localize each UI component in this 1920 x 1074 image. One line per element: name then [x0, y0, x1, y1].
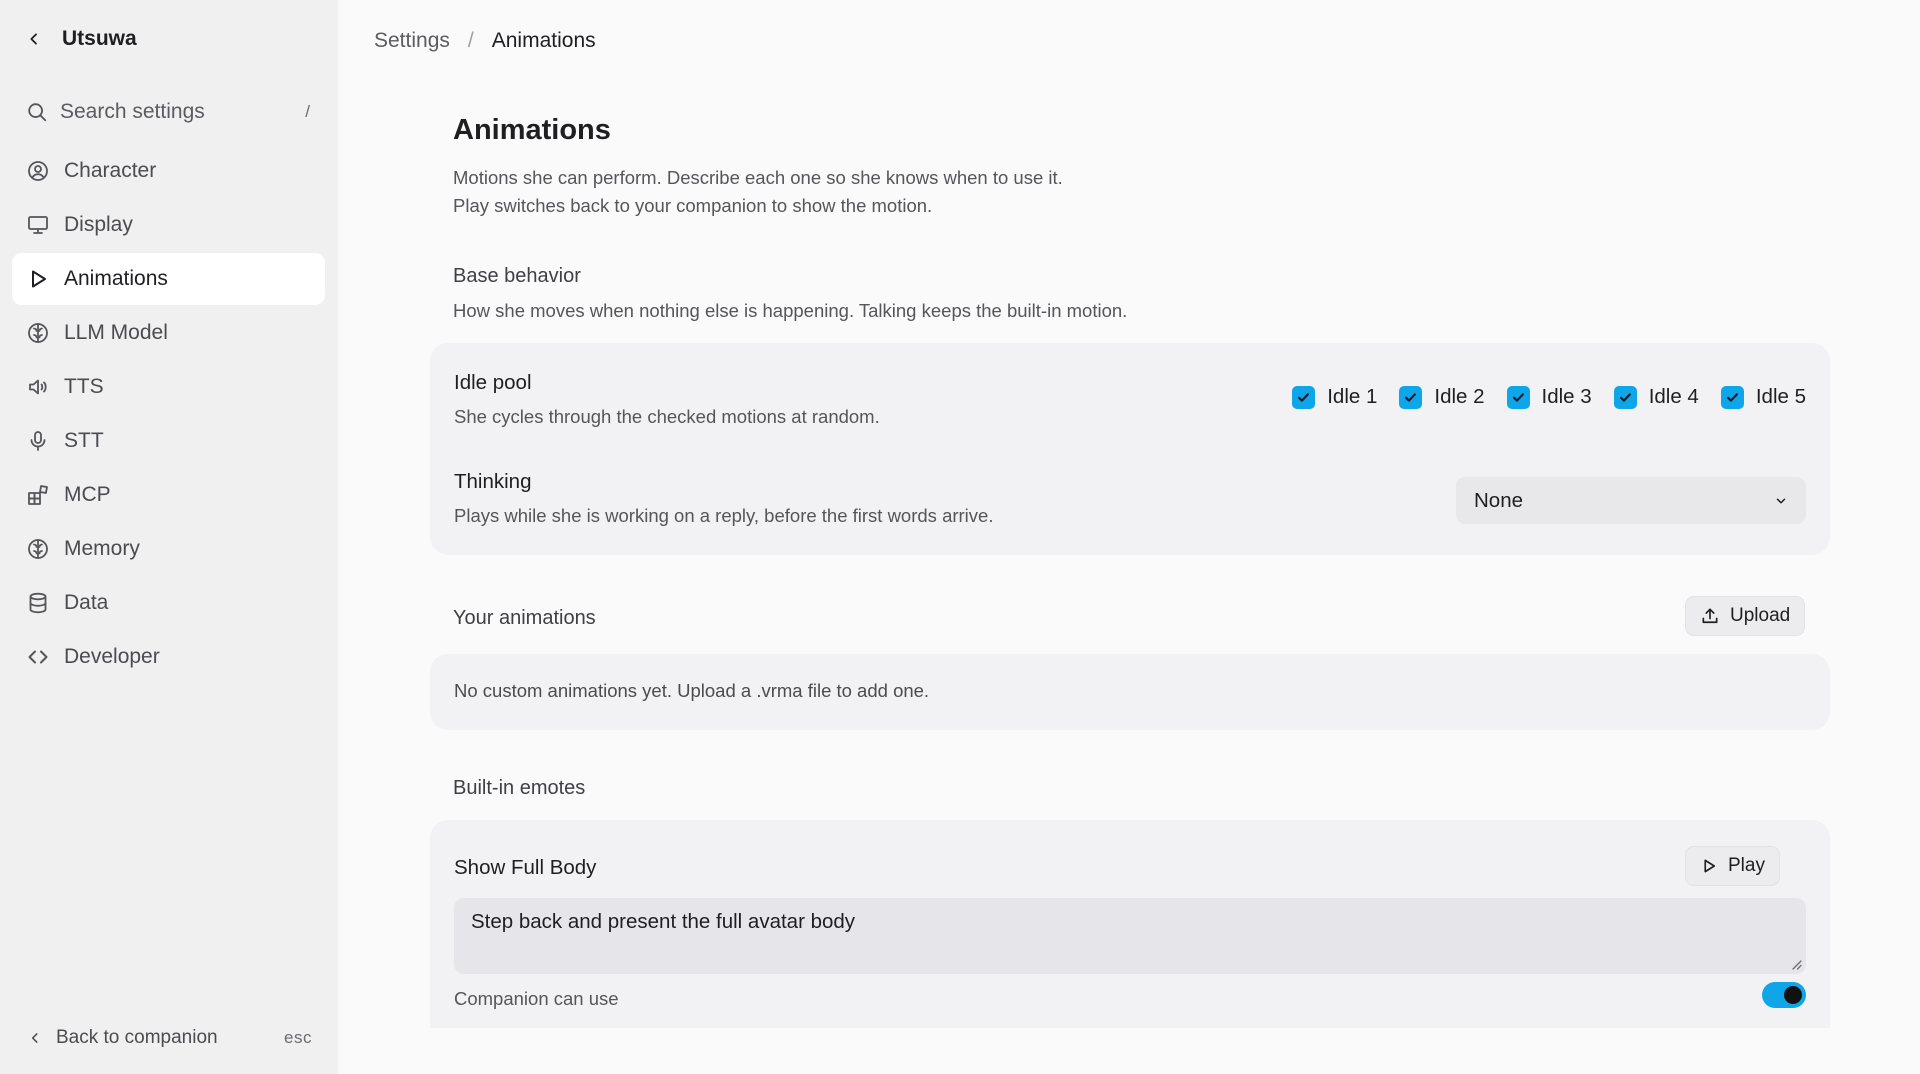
sidebar-item-display[interactable]	[12, 199, 325, 251]
play-icon	[26, 267, 50, 291]
speaker-icon	[26, 375, 50, 399]
app-back-header[interactable]	[26, 22, 137, 56]
custom-animations-empty-text: No custom animations yet. Upload a .vrma file to add one.	[454, 680, 930, 701]
base-behavior-description: How she moves when nothing else is happening. Talking keeps the built-in motion.	[453, 300, 1128, 321]
settings-sidebar	[0, 0, 338, 1074]
sidebar-item-label: TTS	[64, 375, 104, 398]
sidebar-item-data[interactable]	[12, 577, 325, 629]
resize-handle-icon[interactable]	[1790, 958, 1802, 970]
play-emote-button[interactable]	[1685, 846, 1780, 886]
sidebar-item-memory[interactable]	[12, 523, 325, 575]
checkbox-label: Idle 4	[1648, 385, 1699, 408]
breadcrumb-settings-link[interactable]: Settings	[374, 29, 450, 52]
checkmark-icon	[1399, 386, 1422, 409]
thinking-description: Plays while she is working on a reply, before the first words arrive.	[454, 505, 994, 526]
emote-description-value: Step back and present the full avatar body	[471, 910, 856, 933]
thinking-selected-value: None	[1474, 488, 1524, 512]
sidebar-item-label: Animations	[64, 267, 168, 290]
sidebar-item-developer[interactable]	[12, 631, 325, 683]
custom-animations-card	[430, 654, 1830, 730]
sidebar-item-label: Display	[64, 213, 133, 236]
sidebar-item-llm-model[interactable]	[12, 307, 325, 359]
code-icon	[26, 645, 50, 669]
checkbox-label: Idle 2	[1434, 385, 1485, 408]
breadcrumb-current: Animations	[491, 29, 596, 52]
sidebar-item-label: MCP	[64, 483, 111, 506]
checkbox-label: Idle 3	[1541, 385, 1592, 408]
checkbox-label: Idle 1	[1327, 385, 1378, 408]
monitor-icon	[26, 213, 50, 237]
settings-nav	[12, 145, 325, 685]
page-description-line: Play switches back to your companion to show the motion.	[453, 195, 933, 216]
idle-1-checkbox[interactable]	[1292, 385, 1377, 409]
your-animations-label: Your animations	[453, 607, 596, 629]
search-icon	[26, 101, 48, 123]
search-shortcut-hint: /	[305, 102, 310, 121]
checkbox-label: Idle 5	[1755, 385, 1806, 408]
idle-pool-checkboxes	[1292, 385, 1806, 409]
base-behavior-label: Base behavior	[453, 265, 581, 287]
toggle-knob	[1784, 986, 1802, 1004]
sidebar-item-stt[interactable]	[12, 415, 325, 467]
checkmark-icon	[1507, 386, 1530, 409]
breadcrumb-separator: /	[467, 29, 474, 52]
search-settings-input[interactable]	[26, 95, 310, 129]
page-title: Animations	[453, 114, 611, 146]
emote-card-show-full-body	[430, 820, 1830, 1028]
idle-5-checkbox[interactable]	[1721, 385, 1806, 409]
back-to-companion-label: Back to companion	[56, 1027, 218, 1048]
thinking-title: Thinking	[454, 470, 532, 493]
sidebar-item-label: STT	[64, 429, 104, 452]
upload-icon	[1700, 606, 1720, 626]
page-description-line: Motions she can perform. Describe each one so she knows when to use it.	[453, 167, 1063, 188]
brain-icon	[26, 537, 50, 561]
database-icon	[26, 591, 50, 615]
settings-main	[338, 0, 1920, 1074]
play-icon	[1700, 857, 1718, 875]
play-label: Play	[1728, 855, 1765, 876]
sidebar-item-character[interactable]	[12, 145, 325, 197]
chevron-left-icon	[28, 1031, 42, 1045]
brain-icon	[26, 321, 50, 345]
sidebar-item-label: LLM Model	[64, 321, 168, 344]
sidebar-item-label: Character	[64, 159, 157, 182]
built-in-emotes-label: Built-in emotes	[453, 777, 586, 799]
emote-description-textarea[interactable]	[454, 898, 1806, 974]
companion-can-use-toggle[interactable]	[1762, 982, 1806, 1008]
page-description	[453, 164, 1063, 220]
idle-2-checkbox[interactable]	[1399, 385, 1484, 409]
thinking-motion-select[interactable]	[1456, 477, 1806, 524]
microphone-icon	[26, 429, 50, 453]
idle-pool-description: She cycles through the checked motions at random.	[454, 406, 880, 427]
sidebar-item-mcp[interactable]	[12, 469, 325, 521]
upload-button[interactable]	[1685, 596, 1805, 636]
idle-pool-title: Idle pool	[454, 371, 532, 394]
sidebar-item-label: Data	[64, 591, 109, 614]
sidebar-item-label: Memory	[64, 537, 140, 560]
sidebar-item-label: Developer	[64, 645, 160, 668]
esc-shortcut-hint: esc	[284, 1028, 312, 1047]
companion-can-use-label: Companion can use	[454, 988, 619, 1009]
checkmark-icon	[1614, 386, 1637, 409]
idle-4-checkbox[interactable]	[1614, 385, 1699, 409]
idle-3-checkbox[interactable]	[1507, 385, 1592, 409]
checkmark-icon	[1721, 386, 1744, 409]
chevron-left-icon	[26, 31, 42, 47]
breadcrumb	[374, 26, 596, 56]
search-placeholder: Search settings	[60, 100, 205, 123]
emote-name: Show Full Body	[454, 856, 597, 879]
app-title: Utsuwa	[62, 27, 137, 50]
blocks-icon	[26, 483, 50, 507]
checkmark-icon	[1292, 386, 1315, 409]
user-circle-icon	[26, 159, 50, 183]
sidebar-item-tts[interactable]	[12, 361, 325, 413]
upload-label: Upload	[1730, 605, 1791, 626]
sidebar-item-animations[interactable]	[12, 253, 325, 305]
back-to-companion-button[interactable]	[28, 1020, 312, 1056]
base-behavior-card	[430, 343, 1830, 555]
chevron-down-icon	[1774, 494, 1788, 508]
